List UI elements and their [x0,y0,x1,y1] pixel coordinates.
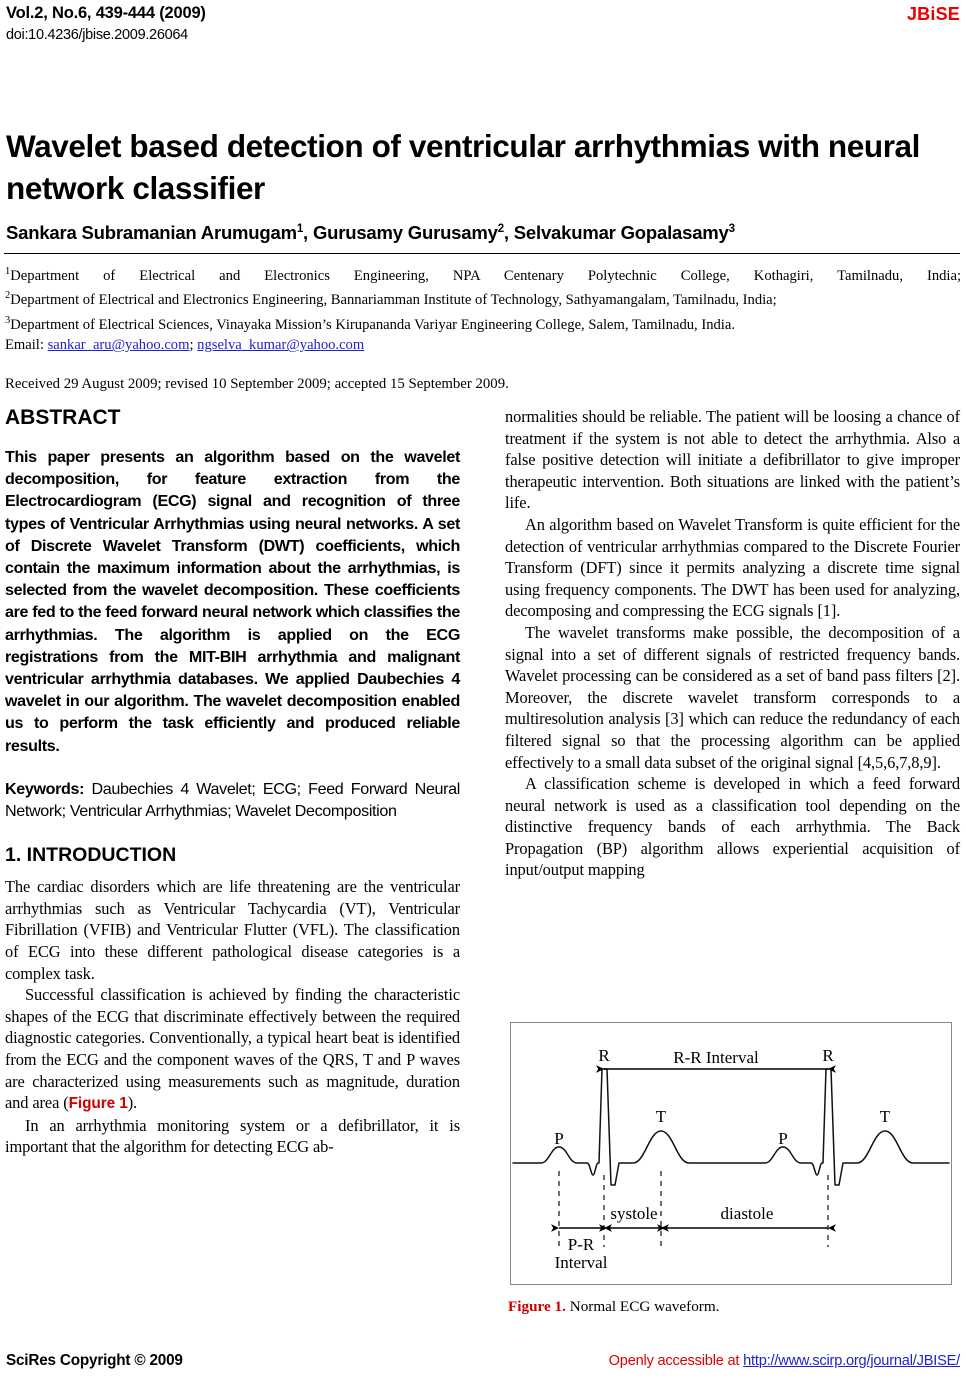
figure-1-reference[interactable]: Figure 1 [68,1095,128,1113]
right-paragraph-3: The wavelet transforms make possible, the decomposition of a signal into a set of different signals of restricted frequency bands. Wavelet processing can be considered as a set of band pass filters [2]. Moreover, the discrete wavelet transform corresponds to a multiresolution analysis [3] which can reduce the redundancy of each filtered signal so that the processing algorithm can be applied effectively to a small data subset of the original signal [4,5,6,7,8,9]. [505,622,960,772]
label-pr-interval-line-1: P-R [567,1235,595,1254]
figure-1-caption [508,1298,960,1316]
label-t-2: T [879,1107,891,1126]
open-access-notice [609,1353,960,1369]
right-paragraph-2: An algorithm based on Wavelet Transform is quite efficient for the detection of ventricular arrhythmias compared to the Discrete Fourier Transform (DFT) since it permits analyzing a discrete time signal using frequency components. The DWT has been used for analyzing, decomposing and compressing the ECG signals [1]. [505,514,960,621]
author-1-name: Sankara Subramanian Arumugam [6,222,297,243]
email-link-1[interactable]: sankar_aru@yahoo.com [47,337,190,354]
keywords-block [5,778,460,822]
label-pr-interval-line-2: Interval [554,1253,608,1272]
abstract-text: This paper presents an algorithm based on the wavelet decomposition, for feature extraction from the Electrocardiogram (ECG) signal and recognition of three types of Ventricular Arrhythmias using neural networks. A set of Discrete Wavelet Transform (DWT) coefficients, which contain the maximum information about the arrhythmias, is selected from the wavelet decomposition. These coefficients are fed to the feed forward neural network which classifies the arrhythmias. The algorithm is applied on the ECG registrations from the MIT-BIH arrhythmia and malignant ventricular arrhythmia databases. We applied Daubechies 4 wavelet in our algorithm. The wavelet decomposition enabled us to perform the task efficiently and produced reliable results. [5,448,460,755]
intro-paragraph-3: In an arrhythmia monitoring system or a defibrillator, it is important that the algorithm for detecting ECG ab- [5,1115,460,1157]
intro-paragraph-2-part-b: ). [127,1093,138,1113]
copyright-notice: SciRes Copyright © 2009 [6,1352,183,1369]
running-head [6,4,960,43]
label-p-1: P [554,1129,564,1148]
affiliation-2 [5,286,961,310]
author-3-name: Selvakumar Gopalasamy [513,222,729,243]
keywords-label: Keywords: [5,779,85,798]
running-head-row [6,4,960,25]
affiliation-2-marker: 2 [5,290,11,302]
left-column [5,406,460,1158]
received-dates: Received 29 August 2009; revised 10 September 2009; accepted 15 September 2009. [5,376,509,392]
author-1-affiliation-marker: 1 [296,222,304,235]
right-paragraph-4: A classification scheme is developed in which a feed forward neural network is used as a classification tool depending on the distinctive frequency bands of each arrhythmia. The Back Propagation (BP) algorithm allows experiential acquisition of input/output mapping [505,774,960,880]
label-systole: systole [610,1204,658,1223]
author-2-name: Gurusamy Gurusamy [312,222,498,243]
figure-1-image [510,1022,952,1285]
introduction-heading: 1. INTRODUCTION [5,844,177,867]
affiliation-3 [5,311,961,335]
label-r-1: R [598,1046,610,1065]
affiliation-1 [5,262,961,286]
page-title: Wavelet based detection of ventricular arrhythmias with neural network classifier [6,128,921,207]
email-label: Email: [5,337,48,354]
ecg-trace [513,1069,949,1185]
author-3-affiliation-marker: 3 [728,222,735,235]
label-t-1: T [655,1107,667,1126]
figure-labels [554,1046,891,1272]
author-separator-2: , [503,222,514,243]
affiliations-block [5,262,961,356]
affiliation-1-text: Department of Electrical and Electronics Engineering, NPA Centenary Polytechnic College, Kothagiri, Tamilnadu, India; [10,267,961,284]
affiliation-2-text: Department of Electrical and Electronics Engineering, Bannariamman Institute of Technology, Sathyamangalam, Tamilnadu, India; [10,292,777,309]
author-2-affiliation-marker: 2 [497,222,504,235]
label-p-2: P [778,1129,788,1148]
page-footer [6,1352,960,1370]
email-line [5,336,961,356]
right-column [505,406,960,881]
right-paragraph-1: normalities should be reliable. The patient will be loosing a chance of treatment if the system is not able to detect the arrhythmia. Also a false positive detection will initiate a defibrillator to give improper therapeutic intervention. Both situations are linked with the patient’s life. [505,407,960,513]
figure-1-caption-text: Normal ECG waveform. [565,1298,720,1315]
journal-url-link[interactable]: http://www.scirp.org/journal/JBISE/ [743,1353,960,1369]
intro-paragraph-2-part-a: Successful classification is achieved by finding the characteristic shapes of the ECG that discriminate effectively between the required diagnostic categories. Conventionally, a typical heart beat is identified from the ECG and the component waves of the QRS, T and P waves are characterized using measurements such as magnitude, duration and area ( [5,985,460,1113]
figure-guide-lines [559,1171,828,1247]
label-r-2: R [822,1046,834,1065]
email-link-2[interactable]: ngselva_kumar@yahoo.com [197,337,365,354]
doi-line: doi:10.4236/jbise.2009.26064 [6,27,188,43]
volume-issue-line: Vol.2, No.6, 439-444 (2009) [6,4,206,22]
journal-logo: JBiSE [906,4,960,24]
open-access-label: Openly accessible at [608,1353,744,1369]
figure-1-caption-number: Figure 1. [508,1298,566,1315]
author-separator-1: , [303,222,313,243]
author-list [6,222,958,244]
abstract-heading: ABSTRACT [5,406,121,429]
affiliation-1-marker: 1 [5,266,11,277]
keywords-text: Daubechies 4 Wavelet; ECG; Feed Forward Neural Network; Ventricular Arrhythmias; Wavelet Decomposition [5,779,460,821]
email-separator: ; [189,337,198,354]
label-rr-interval: R-R Interval [673,1048,759,1067]
header-divider [4,253,960,254]
label-diastole: diastole [720,1204,774,1223]
affiliation-3-text: Department of Electrical Sciences, Vinayaka Mission’s Kirupananda Variyar Engineering College, Salem, Tamilnadu, India. [10,316,735,333]
intro-paragraph-1: The cardiac disorders which are life threatening are the ventricular arrhythmias such as Ventricular Tachycardia (VT), Ventricular Fibrillation (VFIB) and Ventricular Flutter (VFL). The classification of ECG into these different pathological disease categories is a complex task. [5,877,460,983]
ecg-waveform-svg [511,1023,951,1284]
intro-paragraph-2 [5,984,460,1115]
affiliation-3-marker: 3 [5,314,11,326]
